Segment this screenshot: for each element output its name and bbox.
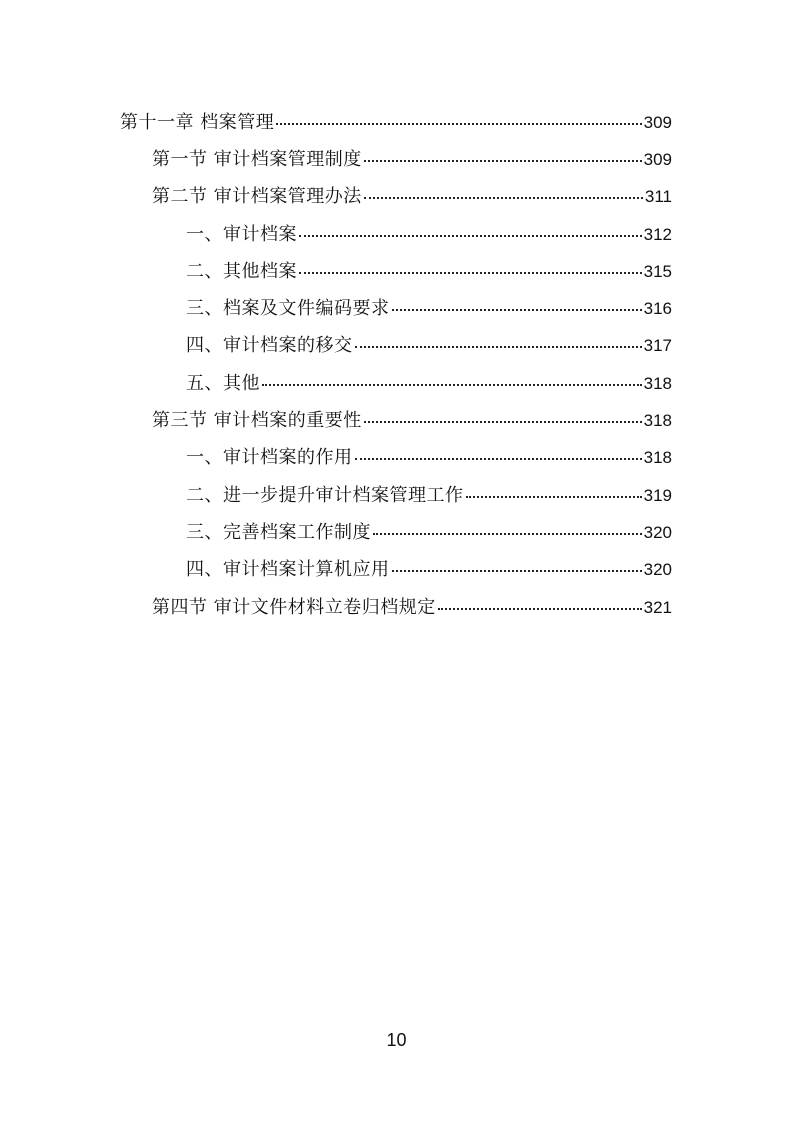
dot-leader (364, 421, 642, 423)
toc-entry-title: 四、审计档案的移交 (186, 335, 353, 357)
toc-entry-page: 318 (643, 373, 672, 393)
toc-entry[interactable] (0, 288, 793, 325)
toc-entry[interactable] (0, 102, 793, 139)
toc-entry-page: 311 (644, 187, 672, 207)
toc-entry-inner (186, 331, 672, 357)
table-of-contents (0, 102, 793, 624)
toc-entry-page: 309 (643, 112, 672, 132)
dot-leader (364, 160, 642, 162)
toc-entry-title: 第一节 审计档案管理制度 (152, 148, 362, 170)
toc-entry-title: 四、审计档案计算机应用 (186, 559, 390, 581)
toc-entry[interactable] (0, 326, 793, 363)
toc-entry-inner (186, 220, 672, 246)
toc-entry-inner (152, 145, 672, 171)
toc-entry-page: 312 (643, 224, 672, 244)
toc-entry-title: 三、档案及文件编码要求 (186, 298, 390, 320)
toc-entry[interactable] (0, 512, 793, 549)
toc-entry[interactable] (0, 550, 793, 587)
dot-leader (392, 309, 642, 311)
toc-entry[interactable] (0, 587, 793, 624)
toc-entry[interactable] (0, 475, 793, 512)
dot-leader (392, 570, 642, 572)
dot-leader (438, 608, 642, 610)
toc-entry-page: 320 (643, 522, 672, 542)
toc-entry[interactable] (0, 363, 793, 400)
toc-entry-title: 二、进一步提升审计档案管理工作 (186, 484, 464, 506)
dot-leader (262, 384, 642, 386)
toc-entry-title: 第二节 审计档案管理办法 (152, 186, 362, 208)
toc-entry[interactable] (0, 214, 793, 251)
toc-entry[interactable] (0, 177, 793, 214)
toc-entry-inner (186, 443, 672, 469)
dot-leader (276, 123, 641, 125)
dot-leader (466, 496, 642, 498)
toc-entry-page: 321 (643, 597, 672, 617)
toc-entry-inner (186, 257, 672, 283)
toc-entry-page: 318 (643, 411, 672, 431)
toc-entry-page: 318 (643, 448, 672, 468)
toc-entry-inner (152, 406, 672, 432)
toc-entry-inner (186, 369, 672, 395)
toc-entry-title: 三、完善档案工作制度 (186, 521, 371, 543)
toc-entry-title: 一、审计档案 (186, 223, 297, 245)
toc-entry-title: 二、其他档案 (186, 260, 297, 282)
toc-entry-inner (186, 481, 672, 507)
toc-entry[interactable] (0, 251, 793, 288)
toc-entry-inner (186, 555, 672, 581)
dot-leader (299, 235, 642, 237)
toc-entry[interactable] (0, 400, 793, 437)
toc-entry-page: 315 (643, 261, 672, 281)
dot-leader (355, 458, 642, 460)
toc-entry-page: 319 (643, 485, 672, 505)
dot-leader (373, 533, 642, 535)
toc-entry-inner (120, 108, 672, 134)
toc-entry-inner (152, 182, 672, 208)
toc-entry-title: 一、审计档案的作用 (186, 447, 353, 469)
toc-entry-title: 第十一章 档案管理 (120, 111, 275, 133)
page-number: 10 (386, 1030, 407, 1050)
toc-entry-title: 五、其他 (186, 372, 260, 394)
toc-entry[interactable] (0, 139, 793, 176)
toc-entry[interactable] (0, 438, 793, 475)
toc-entry-page: 317 (643, 336, 672, 356)
dot-leader (299, 272, 642, 274)
toc-entry-page: 320 (643, 560, 672, 580)
toc-entry-inner (186, 518, 672, 544)
toc-entry-page: 309 (643, 149, 672, 169)
toc-entry-inner (186, 294, 672, 320)
toc-entry-page: 316 (643, 299, 672, 319)
toc-entry-inner (152, 593, 672, 619)
toc-entry-title: 第四节 审计文件材料立卷归档规定 (152, 596, 436, 618)
dot-leader (355, 346, 642, 348)
dot-leader (364, 197, 643, 199)
toc-entry-title: 第三节 审计档案的重要性 (152, 410, 362, 432)
